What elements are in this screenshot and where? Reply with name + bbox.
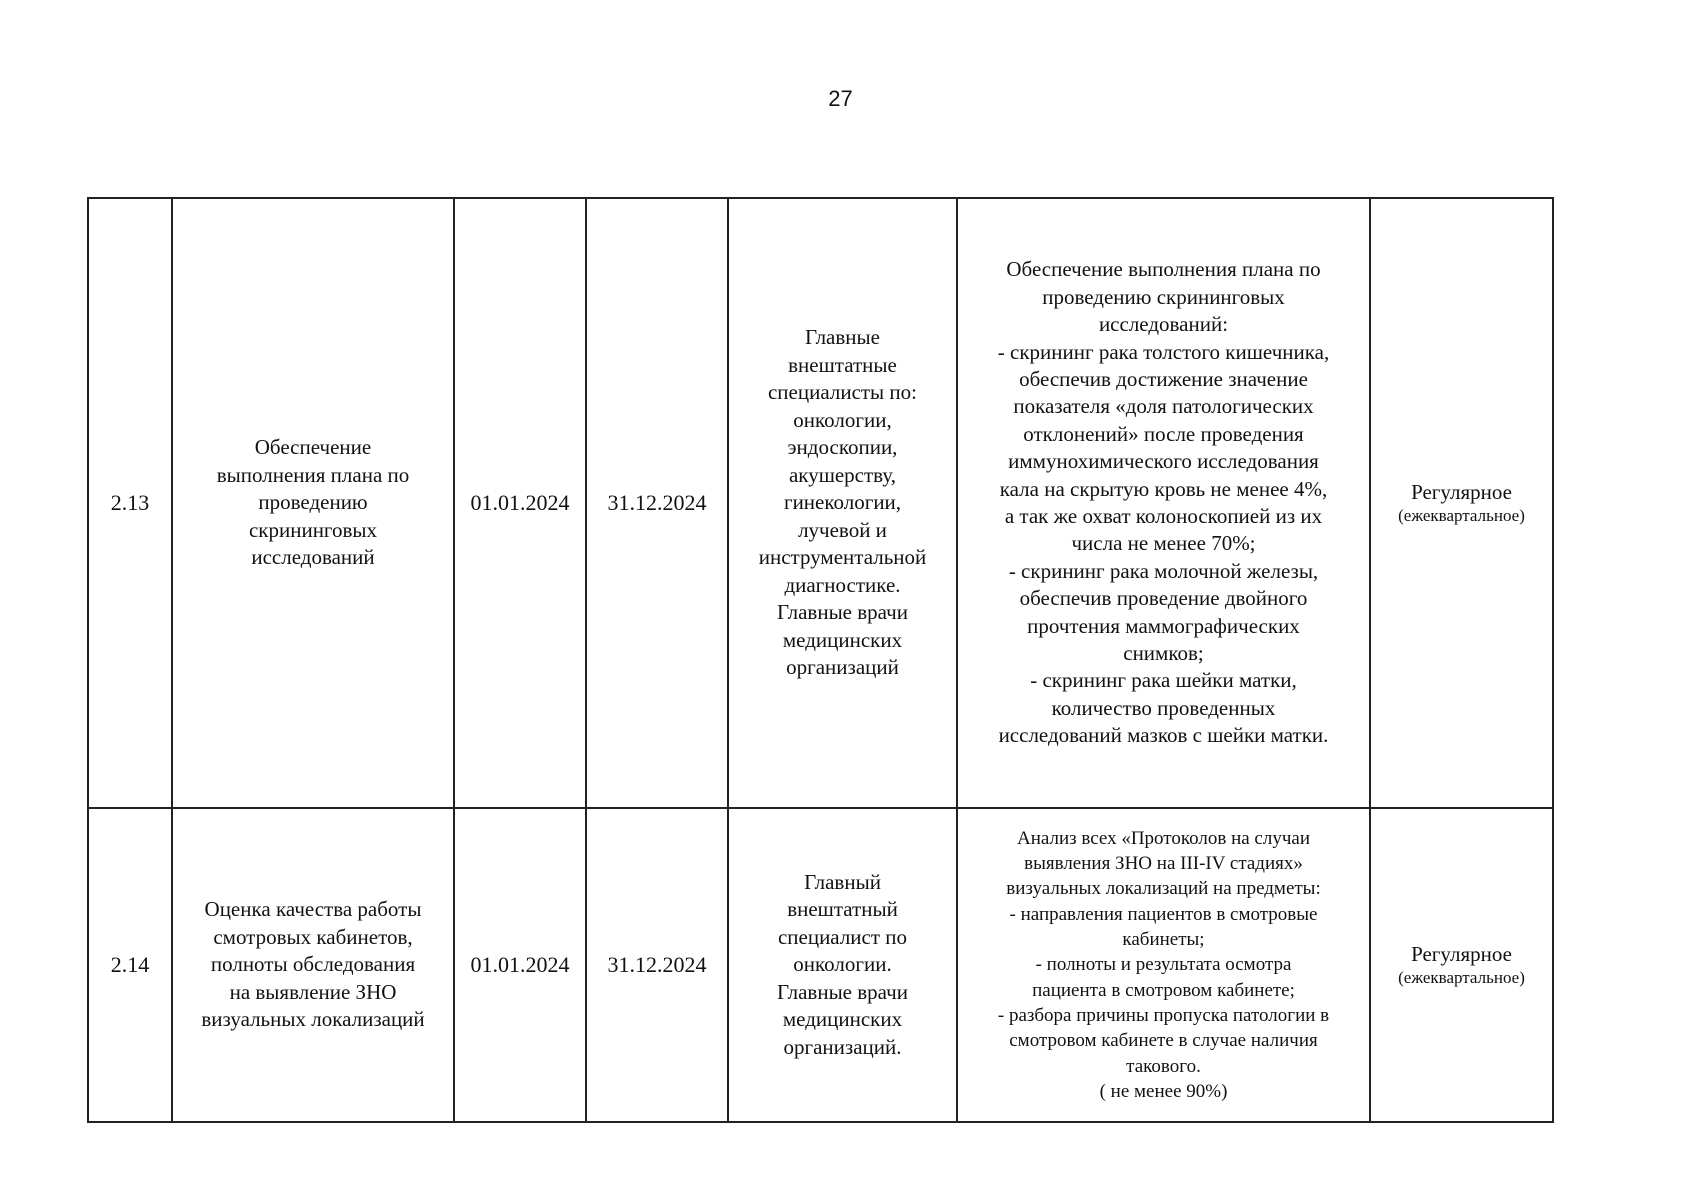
row-number: 2.14 [110, 952, 150, 977]
measures-table [87, 197, 1554, 1123]
measure-type-cell [1370, 808, 1553, 1122]
measure-type-cell [1370, 198, 1553, 808]
measure-title-cell [172, 808, 454, 1122]
responsible-cell [728, 198, 957, 808]
responsible-persons: Главный внештатный специалист по онкологии. Главные врачи медицинских организаций. [777, 869, 908, 1059]
responsible-cell [728, 808, 957, 1122]
measure-type-note: (ежеквартальное) [1398, 506, 1525, 525]
row-number-cell [88, 198, 172, 808]
responsible-persons: Главные внештатные специалисты по: онкологии, эндоскопии, акушерству, гинекологии, лучевой и инструментальной диагностике. Главные врачи медицинских организаций [758, 325, 927, 680]
page-number: 27 [828, 86, 853, 111]
measure-title-cell [172, 198, 454, 808]
measure-title: Обеспечение выполнения плана по проведению скрининговых исследований [216, 435, 410, 570]
table-row [88, 198, 1553, 808]
measure-type: Регулярное [1411, 942, 1512, 966]
end-date-cell [586, 808, 728, 1122]
end-date: 31.12.2024 [607, 952, 707, 977]
measure-title: Оценка качества работы смотровых кабинетов, полноты обследования на выявление ЗНО визуальных локализаций [201, 897, 425, 1032]
table-row [88, 808, 1553, 1122]
row-number-cell [88, 808, 172, 1122]
start-date: 01.01.2024 [470, 952, 570, 977]
start-date-cell [454, 808, 586, 1122]
expected-result: Анализ всех «Протоколов на случаи выявления ЗНО на III-IV стадиях» визуальных локализаций на предметы: - направления пациентов в смотровые кабинеты; - полноты и результата осмотра пациента в смотровом кабинете; - разбора причины пропуска патологии в смотровом кабинете в случае наличия такового. ( не менее 90%) [997, 827, 1330, 1102]
expected-result-cell [957, 808, 1370, 1122]
row-number: 2.13 [110, 490, 150, 515]
start-date: 01.01.2024 [470, 490, 570, 515]
end-date-cell [586, 198, 728, 808]
end-date: 31.12.2024 [607, 490, 707, 515]
start-date-cell [454, 198, 586, 808]
expected-result-cell [957, 198, 1370, 808]
measure-type: Регулярное [1411, 480, 1512, 504]
expected-result: Обеспечение выполнения плана по проведению скрининговых исследований: - скрининг рака толстого кишечника, обеспечив достижение значение показателя «доля патологических отклонений» после проведения иммунохимического исследования кала на скрытую кровь не менее 4%, а так же охват колоноскопией из их числа не менее 70%; - скрининг рака молочной железы, обеспечив проведение двойного прочтения маммографических снимков; - скрининг рака шейки матки, количество проведенных исследований мазков с шейки матки. [997, 257, 1330, 748]
measure-type-note: (ежеквартальное) [1398, 968, 1525, 987]
